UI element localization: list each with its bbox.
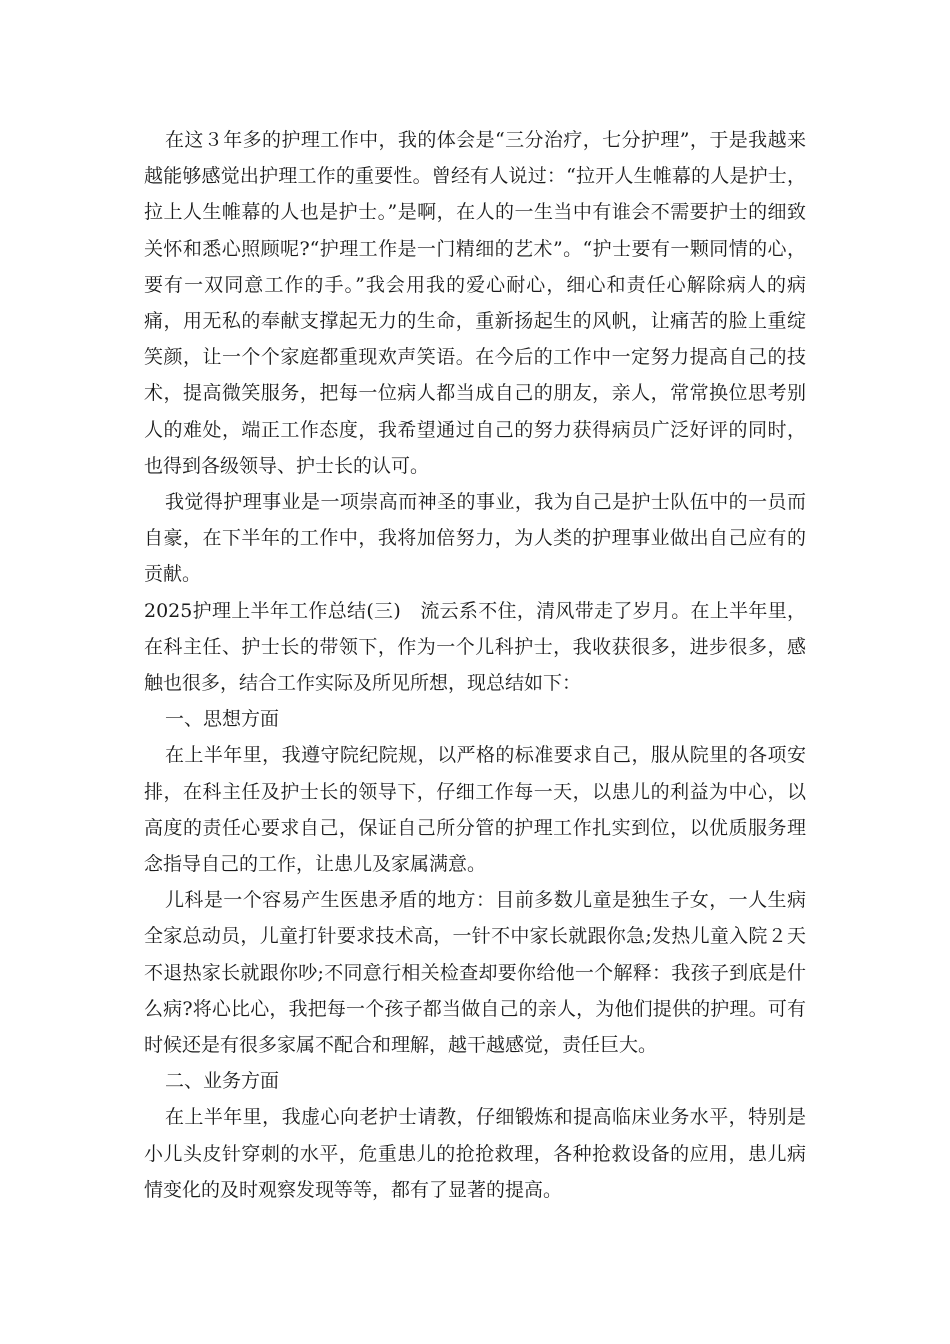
paragraph-pediatrics: 儿科是一个容易产生医患矛盾的地方：目前多数儿童是独生子女，一人生病全家总动员，儿童打针要求技术高，一针不中家长就跟你急;发热儿童入院２天不退热家长就跟你吵;不同意行相关检查却要你给他一个解释：我孩子到底是什么病?将心比心，我把每一个孩子都当做自己的亲人，为他们提供的护理。可有时候还是有很多家属不配合和理解，越干越感觉，责任巨大。 bbox=[144, 889, 806, 1057]
paragraph-nursing-career: 我觉得护理事业是一项崇高而神圣的事业，我为自己是护士队伍中的一员而自豪，在下半年的工作中，我将加倍努力，为人类的护理事业做出自己应有的贡献。 bbox=[144, 491, 806, 586]
document-body bbox=[144, 122, 806, 1208]
paragraph-nursing-experience: 在这３年多的护理工作中，我的体会是“三分治疗，七分护理”，于是我越来越能够感觉出护理工作的重要性。曾经有人说过：“拉开人生帷幕的人是护士，拉上人生帷幕的人也是护士。”是啊，在人的一生当中有谁会不需要护士的细致关怀和悉心照顾呢?“护理工作是一门精细的艺术”。“护士要有一颗同情的心，要有一双同意工作的手。”我会用我的爱心耐心，细心和责任心解除病人的病痛，用无私的奉献支撑起无力的生命，重新扬起生的风帆，让痛苦的脸上重绽笑颜，让一个个家庭都重现欢声笑语。在今后的工作中一定努力提高自己的技术，提高微笑服务，把每一位病人都当成自己的朋友，亲人，常常换位思考别人的难处，端正工作态度，我希望通过自己的努力获得病员广泛好评的同时，也得到各级领导、护士长的认可。 bbox=[144, 129, 806, 477]
paragraph-thought: 在上半年里，我遵守院纪院规，以严格的标准要求自己，服从院里的各项安排，在科主任及护士长的领导下，仔细工作每一天，以患儿的利益为中心，以高度的责任心要求自己，保证自己所分管的护理工作扎实到位，以优质服务理念指导自己的工作，让患儿及家属满意。 bbox=[144, 744, 806, 876]
section-heading-business: 二、业务方面 bbox=[165, 1070, 280, 1093]
paragraph-business: 在上半年里，我虚心向老护士请教，仔细锻炼和提高临床业务水平，特别是小儿头皮针穿刺的水平，危重患儿的抢抢救理，各种抢救设备的应用，患儿病情变化的及时观察发现等等，都有了显著的提高。 bbox=[144, 1106, 806, 1201]
paragraph-summary-three-intro: 2025护理上半年工作总结(三) 流云系不住，清风带走了岁月。在上半年里，在科主任、护士长的带领下，作为一个儿科护士，我收获很多，进步很多，感触也很多，结合工作实际及所见所想，现总结如下： bbox=[144, 599, 806, 695]
section-heading-thought: 一、思想方面 bbox=[165, 708, 280, 731]
